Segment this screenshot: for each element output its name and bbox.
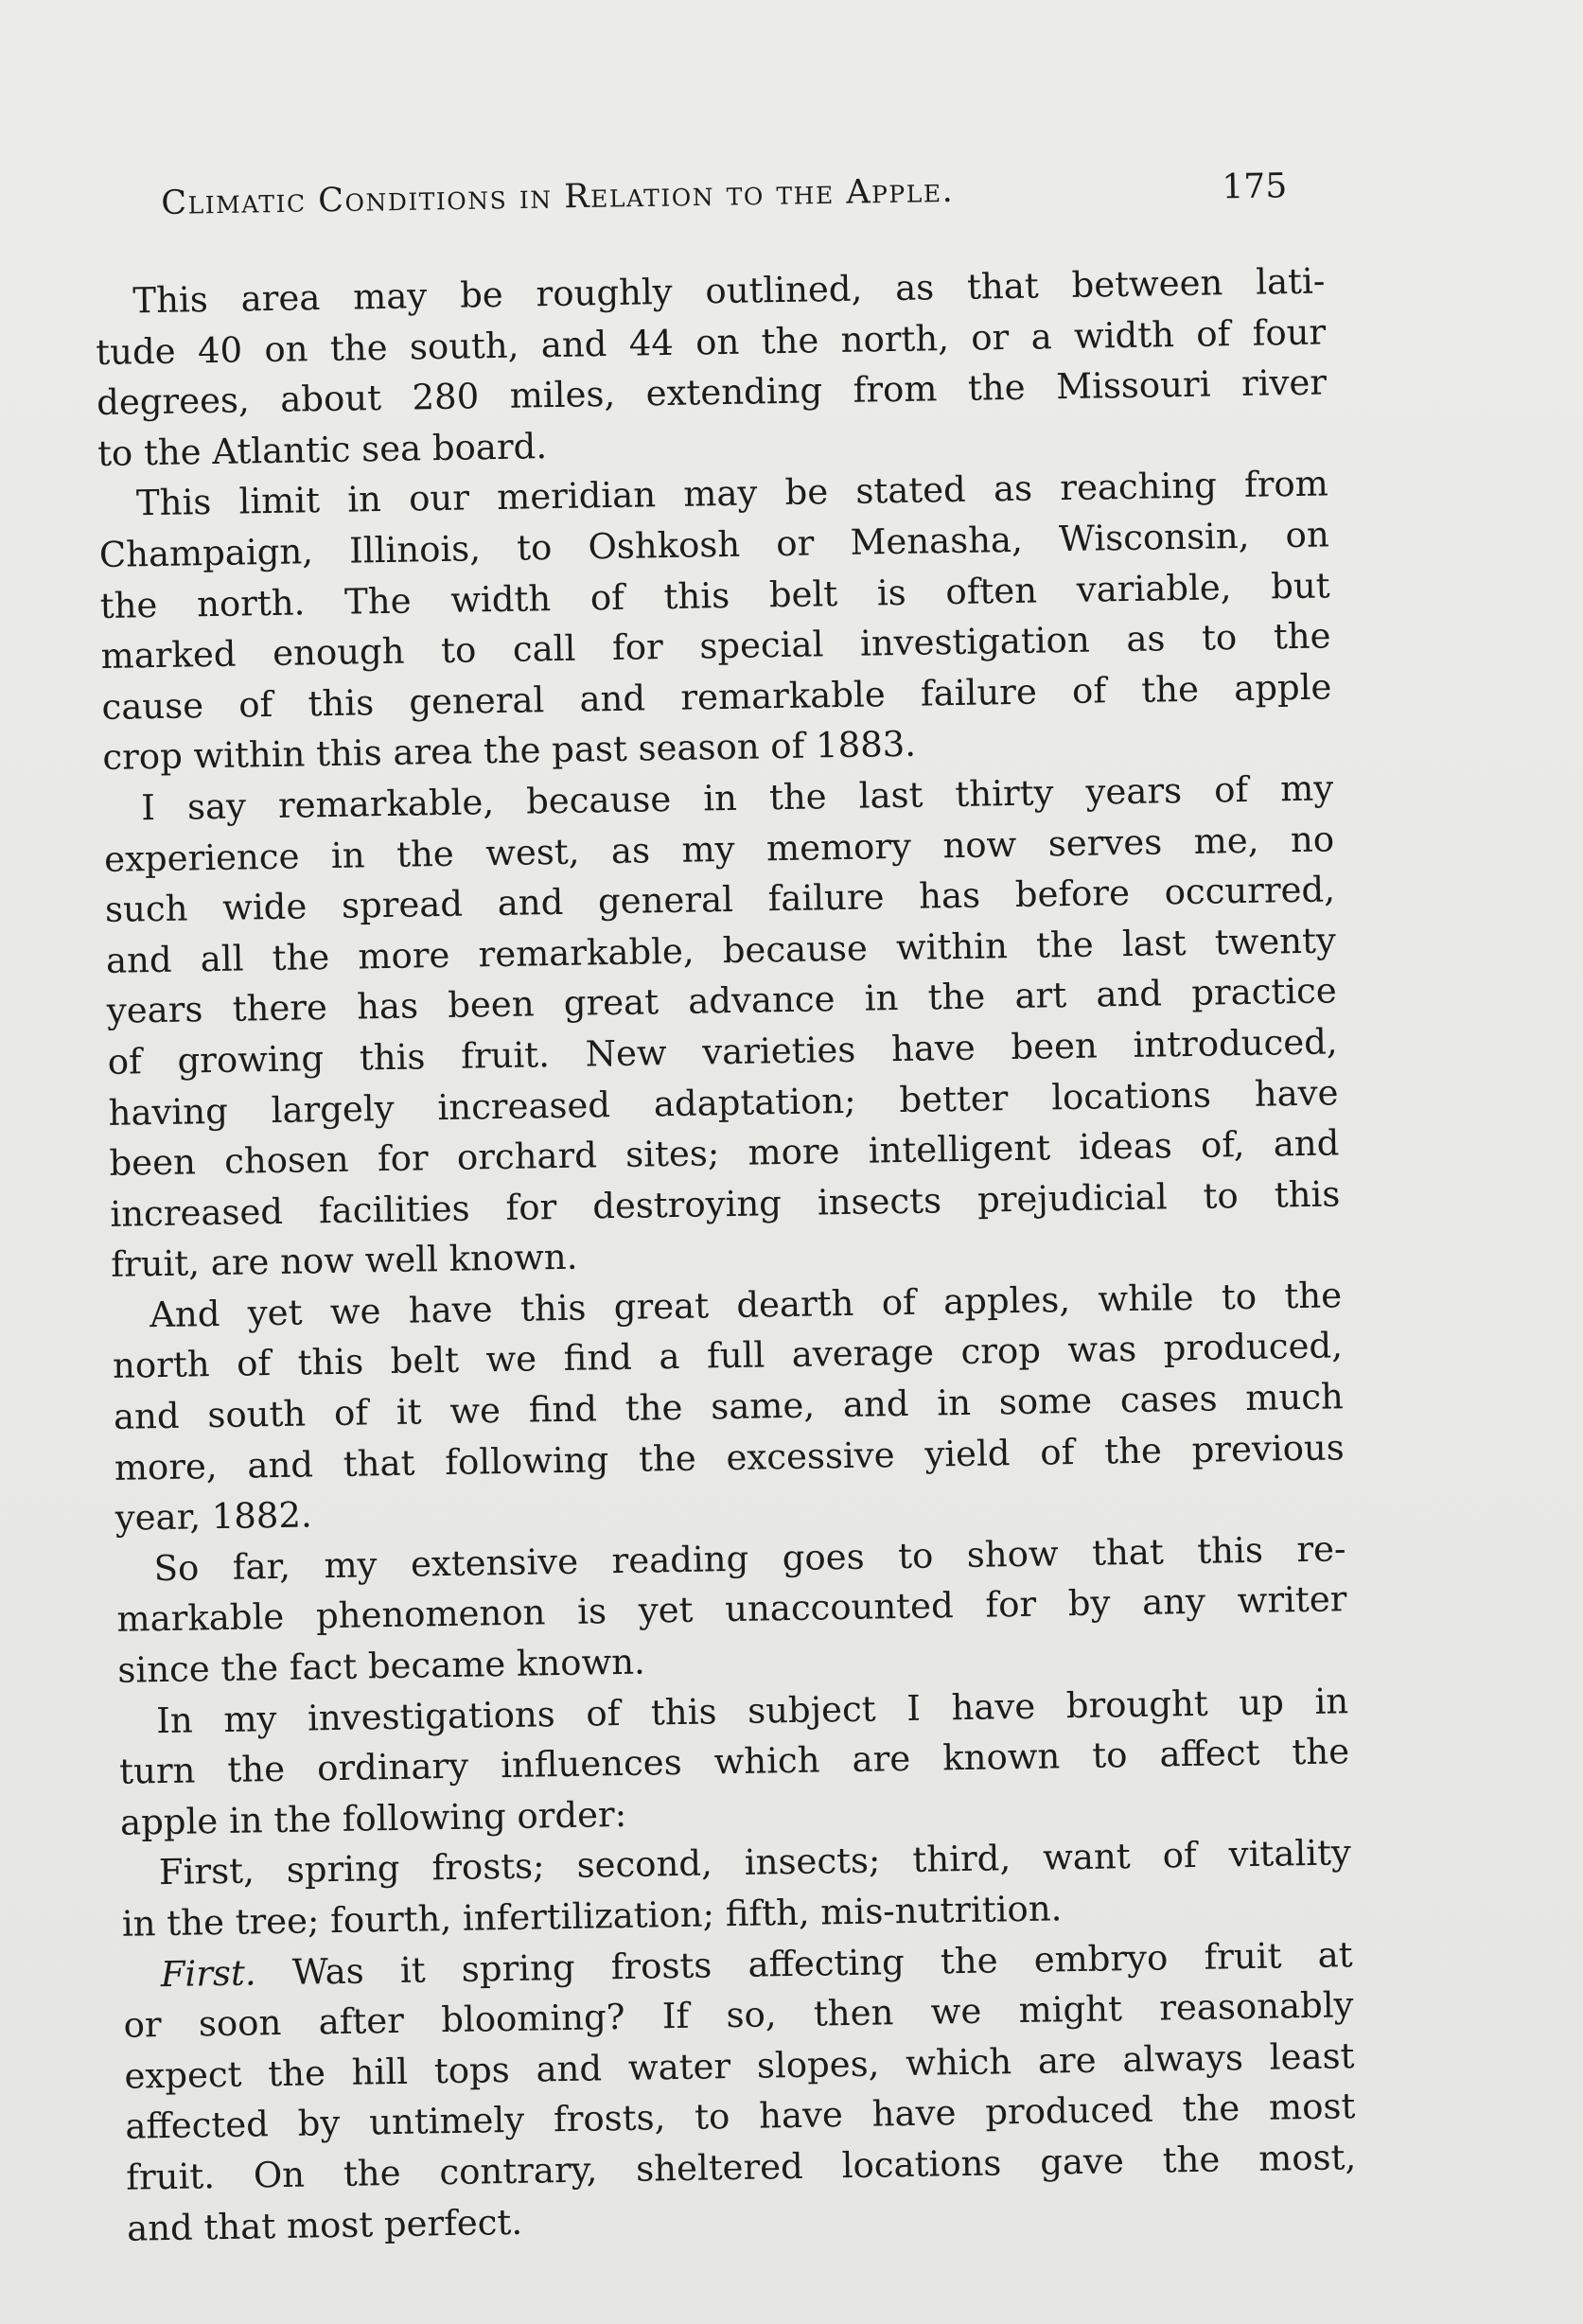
- line-text: apple in the following order:: [119, 1793, 627, 1843]
- running-head: [161, 167, 1288, 241]
- line-text: First, spring frosts; second, insects; third, want of vitality: [158, 1832, 1352, 1893]
- line-text: since the fact became known.: [117, 1641, 646, 1691]
- line-text: having largely increased adaptation; better locations have: [108, 1071, 1339, 1134]
- line-text: And yet we have this great dearth of apples, while to the: [149, 1275, 1343, 1336]
- line-text: the north. The width of this belt is often variable, but: [99, 564, 1330, 626]
- italic-lead: First.: [160, 1952, 256, 1995]
- line-text: I say remarkable, because in the last thirty years of my: [140, 767, 1334, 829]
- body-text: [95, 255, 1357, 2253]
- line-text: such wide spread and general failure has before occurred,: [104, 869, 1336, 931]
- line-text: fruit, are now well known.: [110, 1236, 578, 1286]
- line-text: increased facilities for destroying insects prejudicial to this: [110, 1173, 1341, 1235]
- line-text: Was it spring frosts affecting the embryo fruit at: [255, 1933, 1353, 1994]
- line-text: markable phenomenon is yet unaccounted for by any writer: [116, 1578, 1347, 1641]
- line-text: tude 40 on the south, and 44 on the north, or a width of four: [95, 311, 1327, 373]
- line-text: So far, my extensive reading goes to show that this re-: [153, 1528, 1346, 1589]
- line-text: in the tree; fourth, infertilization; fifth, mis-nutrition.: [121, 1888, 1063, 1945]
- line-text: marked enough to call for special investigation as to the: [100, 615, 1331, 678]
- line-text: fruit. On the contrary, sheltered locations gave the most,: [125, 2137, 1357, 2198]
- line-text: been chosen for orchard sites; more intelligent ideas of, and: [109, 1122, 1340, 1184]
- line-text: Champaign, Illinois, to Oshkosh or Menasha, Wisconsin, on: [98, 514, 1330, 575]
- running-title: Climatic Conditions in Relation to the Apple.: [161, 171, 955, 222]
- line-text: turn the ordinary influences which are known to affect the: [118, 1731, 1350, 1792]
- line-text: more, and that following the excessive yield of the previous: [114, 1426, 1346, 1488]
- line-text: north of this belt we find a full average crop was produced,: [112, 1325, 1344, 1387]
- line-text: and all the more remarkable, because within the last twenty: [105, 920, 1337, 981]
- line-text: expect the hill tops and water slopes, which are always least: [124, 2034, 1355, 2097]
- line-text: This area may be roughly outlined, as that between lati-: [132, 260, 1326, 322]
- line-text: and that most perfect.: [126, 2201, 523, 2249]
- line-text: year, 1882.: [114, 1494, 313, 1540]
- line-text: affected by untimely frosts, to have have produced the most: [125, 2086, 1356, 2148]
- line-text: In my investigations of this subject I have brought up in: [155, 1680, 1349, 1741]
- line-text: or soon after blooming? If so, then we might reasonably: [123, 1984, 1354, 2046]
- line-text: experience in the west, as my memory now serves me, no: [103, 818, 1335, 880]
- line-text: This limit in our meridian may be stated as reaching from: [135, 463, 1329, 524]
- line-text: degrees, about 280 miles, extending from the Missouri river: [96, 361, 1328, 424]
- line-text: cause of this general and remarkable failure of the apple: [101, 666, 1332, 728]
- line-text: of growing this fruit. New varieties have been introduced,: [107, 1021, 1338, 1083]
- line-text: years there has been great advance in the art and practice: [106, 970, 1338, 1032]
- line-text: to the Atlantic sea board.: [97, 425, 548, 474]
- line-text: and south of it we find the same, and in some cases much: [113, 1376, 1345, 1437]
- line-text: crop within this area the past season of 1883.: [102, 724, 917, 779]
- page-number: 175: [1222, 167, 1288, 207]
